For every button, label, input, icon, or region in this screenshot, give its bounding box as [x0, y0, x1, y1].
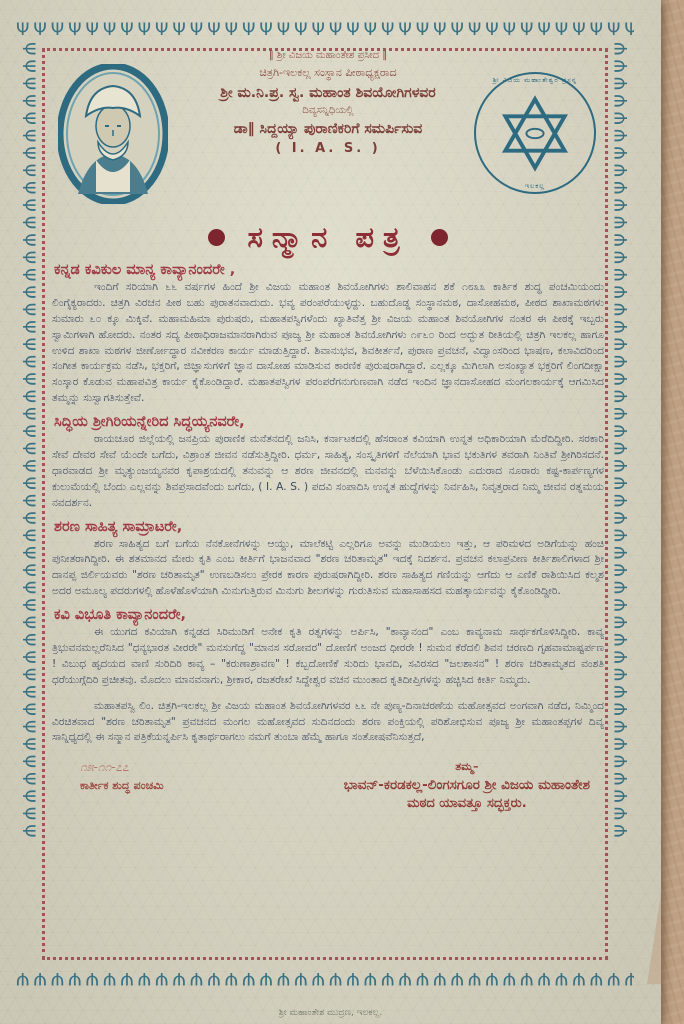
header [52, 50, 604, 218]
border-ornament-right [612, 42, 634, 966]
section-1-body: ಇಂದಿಗೆ ಸರಿಯಾಗಿ ೬೬ ವರ್ಷಗಳ ಹಿಂದೆ ಶ್ರೀ ವಿಜಯ ಮಹಾಂತ ಶಿವಯೋಗಿಗಳು ಶಾಲಿವಾಹನ ಶಕೆ ೧೮೩೩ ಕಾರ್ತಿಕ ಶುದ್ಧ ಪಂಚಮಿಯಂದು ಲಿಂಗೈಕ್ಯರಾದರು. ಚಿತ್ರಗಿ ವಿರಚನ ಪೀಠ ಬಹು ಪುರಾತನವಾದುದು. ಭವ್ಯ ಪರಂಪರೆಯುಳ್ಳದ್ದು. ಬಹುದೊಡ್ಡ ಸಂಸ್ಥಾನಮಠ, ದಾಸೋಹಮಠ, ಪೀಠದ ಶಾಖಾಮಠಗಳು ಸುಮಾರು ೬೦ ಕ್ಕೂ ಮಿಕ್ಕಿವೆ. ಮಹಾಮಹಿಮಾ ಪುರುಷರು, ಮಹಾತಪಸ್ವಿಗಳೆಂದು ಖ್ಯಾತಿವೆತ್ತ ಶ್ರೀ ವಿಜಯ ಮಹಾಂತ ಶಿವಯೋಗಿಗಳ ನಂತರ ಈ ಪೀಠಕ್ಕೆ ಇಬ್ಬರು ಸ್ವಾಮಿಗಳಾಗಿ ಹೋದರು. ನಂತರ ಸದ್ಯ ಪೀಠಾಧಿರಾಜಮಾನರಾಗಿರುವ ಪೂಜ್ಯ ಶ್ರೀ ಮಹಾಂತ ಶಿವಯೋಗಿಗಳು ೧೯೬೦ ರಿಂದ ಅದ್ಭುತ ರೀತಿಯಲ್ಲಿ ಚಿತ್ರಗಿ ಇಲಕಲ್ಲ ಹಾಗೂ ಉಳಿದ ಶಾಖಾ ಮಠಗಳ ಜೀರ್ಣೋದ್ಧಾರ ನವೀಕರಣ ಕಾರ್ಯ ಮಾಡುತ್ತಿದ್ದಾರೆ. ಶಿವಾನುಭವ, ಶಿವಕೀರ್ತನೆ, ಪುರಾಣ ಪ್ರವಚನೆ, ವಿದ್ವಾಂಸರಿಂದ ಭಾಷಣ, ಕಲಾವಿದರಿಂದ ಸಂಗೀತ ಕಾರ್ಯಕ್ರಮ ನಡೆಸಿ, ಭಕ್ತರಿಗೆ, ಜಿಜ್ಞಾಸುಗಳಿಗೆ ಜ್ಞಾನ ದಾಸೋಹ ಮಾಡಿಸುವ ಕಾರಣಿಕ ಪುರುಷರಾಗಿದ್ದಾರೆ. ಎಲ್ಲಕ್ಕೂ ಮಿಗಿಲಾಗಿ ಅಸಂಖ್ಯಾತ ಭಕ್ತರಿಗೆ ಲಿಂಗದೀಕ್ಷಾ ಸಂಸ್ಕಾರ ಕೊಡುವ ಮಹಾಪವಿತ್ರ ಕಾರ್ಯ ಕೈಕೊಂಡಿದ್ದಾರೆ. ಮಹಾತಪಸ್ವಿಗಳ ಪರಂಪರೆಗನುಗುಣವಾಗಿ ನಡೆದ ಇಂದಿನ ಜ್ಞಾನದಾಸೋಹದ ಮಂಗಲಕಾರ್ಯಕ್ಕೆ ಆಗಮಿಸಿದ ತಮ್ಮನ್ನು ಸುಸ್ವಾಗತಿಸುತ್ತೇವೆ. [52, 281, 604, 405]
recipient-line: ಡಾ‖ ಸಿದ್ದಯ್ಯಾ ಪುರಾಣಿಕರಿಗೆ ಸಮರ್ಪಿಸುವ [233, 121, 423, 137]
matha-seal [474, 72, 596, 194]
tithi-label: ಕಾರ್ತೀಕ ಶುದ್ಧ ಪಂಚಮಿ [80, 779, 164, 793]
shivayogi-line: ಶ್ರೀ ಮ.ನಿ.ಪ್ರ. ಸ್ವ. ಮಹಾಂತ ಶಿವಯೋಗಿಗಳವರ [220, 85, 436, 101]
ias-line: ( I. A. S. ) [275, 141, 381, 156]
closing-paragraph-wrap [52, 699, 604, 747]
seal-top-text: ಶ್ರೀ ವಿಜಯ ಮಹಾಂತೇಶ್ವರ ಪ್ರಸನ್ನ [492, 76, 578, 84]
border-ornament-bottom [16, 966, 634, 988]
signature-row [52, 760, 604, 811]
section-3-body: ಶರಣ ಸಾಹಿತ್ಯದ ಬಗೆ ಬಗೆಯ ನೆನಕೋನೆಗಳನ್ನು ಆಯ್ದು, ಮಾಲೆಕಟ್ಟಿ ಎಲ್ಲರಿಗೂ ಅವನ್ನು ಮುಡಿಯಲು ಇತ್ತು, ಆ ಪರಿಮಳದ ಅಡಿಗೆಯನ್ನು ಹಂಚಿ ಪುನೀತರಾಗಿದ್ದೀರಿ. ಈ ಶತಮಾನದ ಮೇರು ಕೃತಿ ಎಂಬ ಕೀರ್ತಿಗೆ ಭಾಜನವಾದ "ಶರಣ ಚರಿತಾಮೃತ" ಇದಕ್ಕೆ ನಿದರ್ಶನ. ಪ್ರವಚನ ಕಲಾಪ್ರವೀಣ ಕೀರ್ತಿಶಾಲಿಗಳಾದ ಶ್ರೀ ದಾನಪ್ಪ ಜಿರ್ಲಿಯವರು "ಶರಣ ಚರಿತಾಮೃತ" ಉಣಬಡಿಸಲು ಪ್ರೇರಕ ಕಾರಣ ಪುರುಷರಾಗಿದ್ದೀರಿ. ಶರಣ ಸಾಹಿತ್ಯದ ಗಣಿಯನ್ನು ಆಗೆದು ಆ ಎಣಿಕೆ ರಾಶಿಯಿಸಿದ ಕಲ್ಮಶ ಅದರ ಅಮೂಲ್ಯ ಪದರುಗಳಲ್ಲಿ ಹೊಳೆಹೊಳೆಯಾಗಿ ಮಿನುಗುತ್ತಿರುವ ಮಿನುಗು ಶೀಲಗಳನ್ನು ಗುರುತಿಸುವ ಮಹಾಸಾಹಸದ ಮಹತ್ಕಾರ್ಯವನ್ನು ಕೈಕೊಂಡಿದ್ದೀರಿ. [52, 537, 604, 598]
section-1 [52, 262, 604, 407]
section-2-heading: ಸಿದ್ಧಿಯ ಶ್ರೀಗಿರಿಯನ್ನೇರಿದ ಸಿದ್ಧಯ್ಯನವರೇ, [54, 414, 245, 431]
saint-portrait-image [58, 64, 168, 204]
section-2-body: ರಾಯಚೂರ ಜಿಲ್ಲೆಯಲ್ಲಿ ಜನಪ್ರಿಯ ಪುರಾಣಿಕ ಮನೆತನದಲ್ಲಿ ಜನಿಸಿ, ಕರ್ನಾಟಕದಲ್ಲಿ ಹೆಸರಾಂತ ಕವಿಯಾಗಿ ಉನ್ನತ ಅಧಿಕಾರಿಯಾಗಿ ಮೆರೆದಿದ್ದೀರಿ. ಸರಕಾರಿ ಸೇವೆ ದೇವರ ಸೇವೆ ಯೆಂದೇ ಬಗೆದು, ವಿಶ್ರಾಂತ ಜೀವನ ನಡೆಸುತ್ತಿದ್ದೀರಿ. ಧರ್ಮ, ಸಾಹಿತ್ಯ, ಸಂಸ್ಕೃತಿಗಳಿಗೆ ನೆಲೆಯಾಗಿ ಭಾವ ಭಕುತಿಗಳ ತವರಾಗಿ ನಿಂತಿವೆ ಶ್ರೀಗಿರಿಸದನೆ. ಧಾರವಾಡದ ಶ್ರೀ ಮೃತ್ಯುಂಜಯ್ಯನವರ ಕೃಪಾಶ್ರಯದಲ್ಲಿ ತನುವನ್ನು ಆ ಶರಣ ಜೀವನದಲ್ಲಿ ಮನವನ್ನು ಬೆಳೆಯಿಸಿಕೊಂಡು ಎದುರಾದ ನೂರಾರು ಕಷ್ಟ-ಕಾರ್ಪಣ್ಯಗಳ ಕುಲುಮೆಯಲ್ಲಿ ಬೆಂದು ಎಲ್ಲವನ್ನು ಶಿವಪ್ರಸಾದವೆಂದು ಬಗೆದು, ( I. A. S. ) ಪದವಿ ಸಂಪಾದಿಸಿ ಉನ್ನತ ಹುದ್ದೆಗಳನ್ನು ನಿರ್ವಹಿಸಿ, ನಿವೃತ್ತರಾದ ನಿಮ್ಮ ಜೀವನ ರತ್ನಮಯ ನವದರ್ಶನ. [52, 433, 604, 509]
section-3 [52, 519, 604, 601]
closing-paragraph: ಮಹಾತಪಸ್ವಿ ಲಿಂ. ಚಿತ್ರಗಿ-ಇಲಕಲ್ಲ ಶ್ರೀ ವಿಜಯ ಮಹಾಂತ ಶಿವಯೋಗಿಗಳವರ ೬೬ ನೇ ಪುಣ್ಯ-ದಿನಾಚರಣೆಯ ಮಹೋತ್ಸವದ ಅಂಗವಾಗಿ ನಡೆದ, ನಿಮ್ಮಿಂದ ವಿರಚಿತವಾದ "ಶರಣ ಚರಿತಾಮೃತ" ಪ್ರವಚನದ ಮಂಗಲ ಮಹೋತ್ಸವದ ಸುದಿನದಂದು ಶರಣ ಪಂಕ್ತಿಯಲ್ಲಿ ಪರಿಶೋಭಿಸುವ ಪೂಜ್ಯ ಶ್ರೀ ಮಹಾಂತಪ್ಪಗಳ ದಿವ್ಯ ಸಾನ್ನಿಧ್ಯದಲ್ಲಿ ಈ ಸನ್ಮಾನ ಪತ್ರಿಕೆಯನ್ನರ್ಪಿಸಿ ಕೃತಾರ್ಥರಾಗಲು ನಮಗೆ ತುಂಬಾ ಹೆಮ್ಮೆ ಹಾಗೂ ಸಂತೋಷವೆನಿಸುತ್ತದೆ, [52, 699, 604, 744]
star-of-seal-icon [496, 84, 574, 183]
signature-salutation: ತಮ್ಮ– [455, 760, 479, 774]
border-ornament-left [16, 42, 38, 966]
section-4-heading: ಕವಿ ವಿಭೂತಿ ಕಾವ್ಯಾನಂದರೇ, [54, 607, 187, 624]
section-4-body: ಈ ಯುಗದ ಕವಿಯಾಗಿ ಕನ್ನಡದ ಸಿರಿಮುಡಿಗೆ ಅನೇಕ ಕೃತಿ ರತ್ನಗಳನ್ನು ಅರ್ಪಿಸಿ, "ಕಾವ್ಯಾನಂದ" ಎಂಬ ಕಾವ್ಯನಾಮ ಸಾರ್ಥಕಗೊಳಿಸಿದ್ದೀರಿ. ಕಾವ್ಯ ತ್ರಿಭುವನಮಲ್ಲರೆನಿಸಿದ "ಧನ್ಯಭಾರತ ವೀರರೇ" ಮನಸುಗೆದ್ದ "ಮಾನಸ ಸರೋವರ" ದೋಣಿಗೆ ಅಂಜದ ಧೀರರೇ ! ಸುಮನ ಕೆರೆದಲಿ ಶಿವನ ಚರಣದಿ ಗೃಹವಾಮಾಷ್ಟರ್ಪಣ ! ವಿಬುಧ ಹೃದಯದ ವಾಣಿ ಸುರಿದಿರಿ ಕಾವ್ಯ – "ಕರುಣಾಶ್ರಾವಣ" ! ಕಬ್ಬದೋಣಿಕೆ ಸುರಿದು ಭಾವದಿ, ಸವಿರಸದ "ಜಲಶಾಸನ" ! ಶರಣ ಚರಿತಾಮೃತದ ವಂಶತಿ ಧರೆಯುಗ್ಗೆದಿರಿ ಪ್ರಚೀತವು. ಮೊದಲು ಮಾನವನಾಗು, ಶ್ರೀಕಾರ, ರಜತರೇಖೆ ಸಿದ್ದೇಶ್ವರ ವಚನ ಮುಂತಾದ ಕೃತಿದೀಪ್ತಿಗಳನ್ನು ಹಚ್ಚಿಸಿದ ಕೀರ್ತಿ ನಿಮ್ಮದು. [52, 626, 604, 686]
saint-portrait [58, 64, 168, 204]
title-row [52, 220, 604, 255]
invocation-line: ‖ ಶ್ರೀ ವಿಜಯ ಮಹಾಂತೇಶ ಪ್ರಸೀದ ‖ [268, 50, 388, 61]
signature-line-1: ಭಾವನ್-ಕರಡಕಲ್ಲ-ಲಿಂಗಸಗೂರ ಶ್ರೀ ವಿಜಯ ಮಹಾಂತೇಶ [343, 777, 590, 794]
seal-bottom-text: ಇಲಕಲ್ಲ [524, 181, 546, 190]
printer-imprint: ಶ್ರೀ ಮಹಾಂತೇಶ ಮುದ್ರಣ, ಇಲಕಲ್ಲ. [278, 1008, 383, 1018]
signature-block [344, 760, 590, 811]
handwritten-date: ೧೫-೧೧-೭೭ [80, 760, 129, 775]
border-ornament-top [16, 20, 634, 42]
title-dot-right-icon [431, 229, 448, 246]
section-4 [52, 607, 604, 689]
section-1-heading: ಕನ್ನಡ ಕವಿಕುಲ ಮಾನ್ಯ ಕಾವ್ಯಾನಂದರೇ , [54, 262, 236, 278]
paper-curl-shadow [647, 894, 661, 984]
sannidhi-line: ದಿವ್ಯಸನ್ನಿಧಿಯಲ್ಲಿ [302, 105, 354, 116]
peetha-line: ಚಿತ್ರಗಿ-ಇಲಕಲ್ಲ ಸಂಸ್ಥಾನ ಪೀಠಾಧ್ಯಕ್ಷರಾದ [259, 66, 397, 79]
header-text [182, 50, 474, 156]
date-block [80, 760, 164, 793]
signature-line-2: ಮಠದ ಯಾವತ್ತೂ ಸದ್ಭಕ್ತರು. [407, 796, 527, 812]
section-2 [52, 414, 604, 511]
page-title: ಸನ್ಮಾನ ಪತ್ರ [247, 220, 409, 254]
title-dot-left-icon [208, 229, 225, 246]
certificate-content [52, 44, 604, 964]
section-3-heading: ಶರಣ ಸಾಹಿತ್ಯ ಸಾಮ್ರಾಟರೇ, [54, 518, 183, 535]
